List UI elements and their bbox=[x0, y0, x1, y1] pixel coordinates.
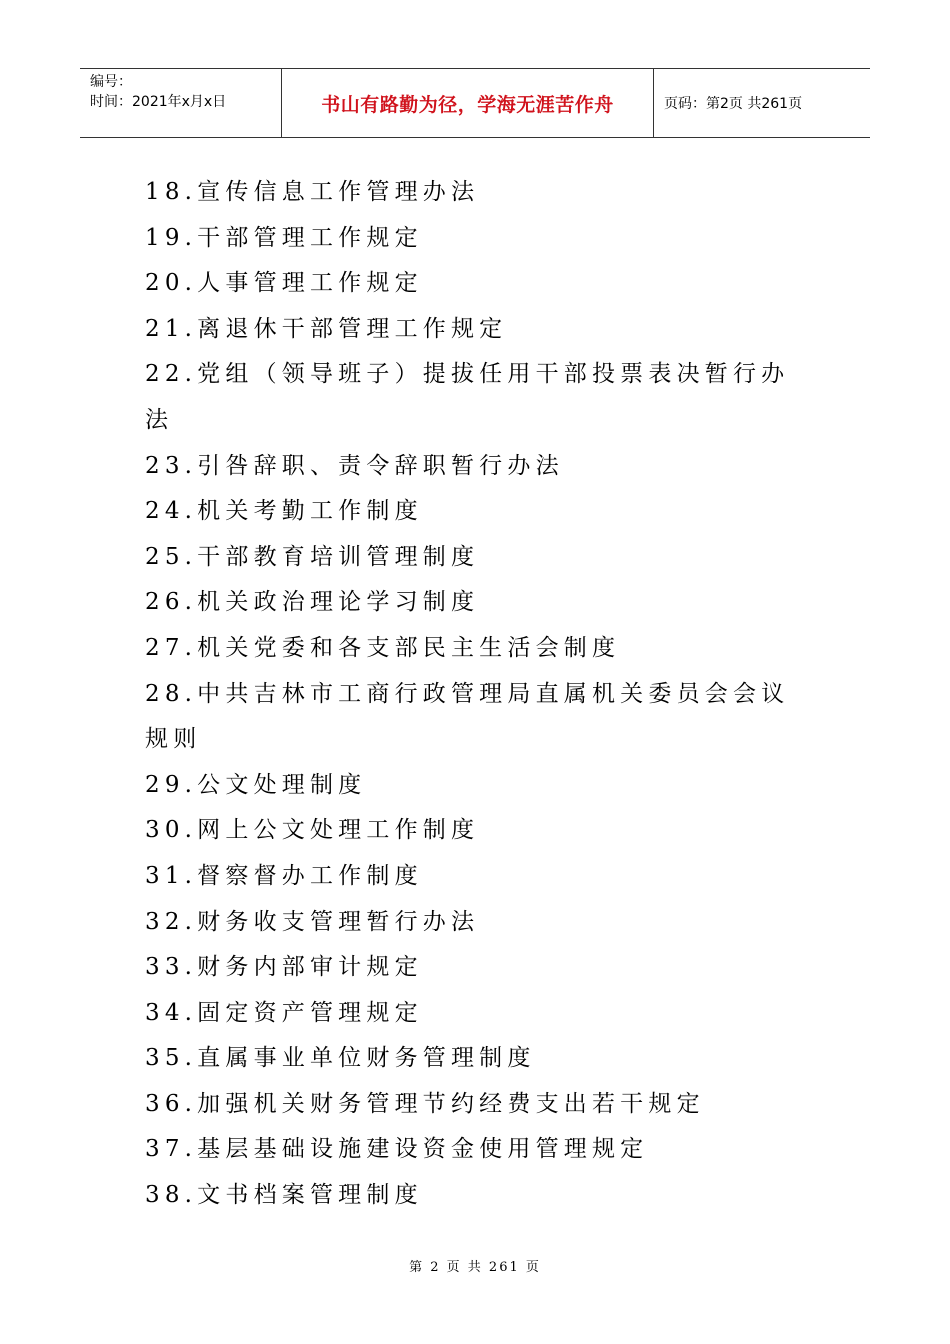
list-item: 27.机关党委和各支部民主生活会制度 bbox=[145, 634, 621, 661]
header-slogan: 书山有路勤为径，学海无涯苦作舟 bbox=[321, 93, 614, 116]
list-item: 25.干部教育培训管理制度 bbox=[145, 543, 480, 570]
list-item: 18.宣传信息工作管理办法 bbox=[145, 179, 480, 205]
page-footer: 第 2 页 共 261 页 bbox=[409, 1260, 541, 1275]
regulation-list bbox=[145, 170, 815, 1219]
list-item: 29.公文处理制度 bbox=[145, 771, 367, 798]
list-item: 22.党组（领导班子）提拔任用干部投票表决暂行办法 bbox=[145, 361, 790, 433]
list-item: 23.引咎辞职、责令辞职暂行办法 bbox=[145, 452, 564, 479]
list-item: 35.直属事业单位财务管理制度 bbox=[145, 1045, 536, 1072]
page-header bbox=[80, 68, 870, 138]
header-slogan-cell bbox=[282, 69, 654, 137]
list-item: 20.人事管理工作规定 bbox=[145, 270, 423, 297]
header-page-info: 页码：第2页 共261页 bbox=[664, 96, 803, 112]
list-item: 30.网上公文处理工作制度 bbox=[145, 817, 480, 844]
header-meta bbox=[80, 69, 282, 137]
list-item: 38.文书档案管理制度 bbox=[145, 1182, 423, 1209]
list-item: 36.加强机关财务管理节约经费支出若干规定 bbox=[145, 1090, 705, 1117]
list-item: 24.机关考勤工作制度 bbox=[145, 498, 423, 525]
header-page-cell bbox=[654, 69, 870, 137]
list-item: 32.财务收支管理暂行办法 bbox=[145, 908, 480, 935]
document-number-label: 编号： bbox=[90, 74, 132, 90]
list-item: 21.离退休干部管理工作规定 bbox=[145, 315, 508, 342]
document-time-label: 时间：2021年x月x日 bbox=[90, 94, 227, 110]
list-item: 19.干部管理工作规定 bbox=[145, 224, 423, 251]
list-item: 37.基层基础设施建设资金使用管理规定 bbox=[145, 1136, 649, 1163]
list-item: 33.财务内部审计规定 bbox=[145, 954, 423, 981]
list-item: 26.机关政治理论学习制度 bbox=[145, 589, 480, 616]
list-item: 31.督察督办工作制度 bbox=[145, 862, 423, 889]
list-item: 28.中共吉林市工商行政管理局直属机关委员会会议规则 bbox=[145, 680, 790, 753]
list-item: 34.固定资产管理规定 bbox=[145, 999, 423, 1026]
